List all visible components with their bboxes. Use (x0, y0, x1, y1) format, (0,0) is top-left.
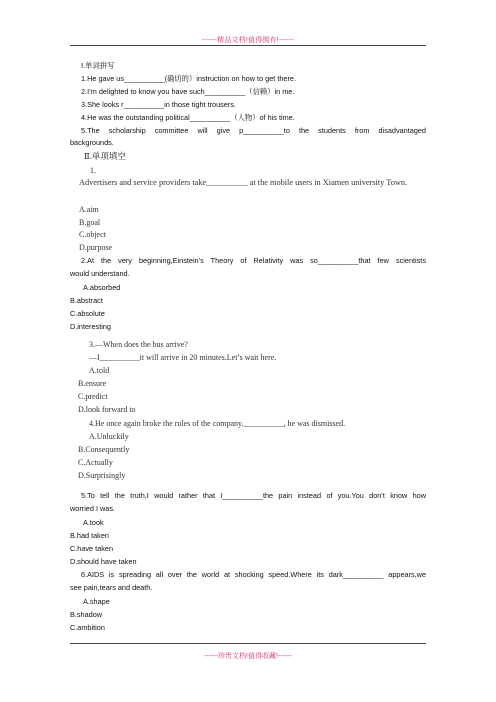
q3-stem-line2: —I__________it will arrive in 20 minutes.Let’s wait here. (89, 353, 277, 362)
spelling-item-1: 1.He gave us__________(确切的）instruction on how to get there. (81, 74, 296, 83)
q3-option-d: D.look forward to (78, 405, 136, 414)
spelling-item-2: 2.I’m delighted to know you have such__________（信赖）in me. (81, 87, 295, 96)
q5-option-a: A.took (83, 518, 104, 527)
q5-stem-line2: worried I was. (70, 504, 116, 513)
q3-option-b: B.ensure (78, 379, 107, 388)
q5-option-c: C.have taken (70, 544, 113, 553)
spelling-item-4: 4.He was the outstanding political__________（人物）of his time. (81, 113, 295, 122)
spelling-item-5-cont: backgrounds. (70, 138, 114, 147)
q2-stem-line2: would understand. (70, 269, 130, 278)
header-rule (70, 45, 426, 46)
q5-stem-line1: 5.To tell the truth,I would rather that I__________the pain instead of you.You don’t know how (81, 491, 426, 500)
q6-stem-line1: 6.AIDS is spreading all over the world at shocking speed.Where its dark__________ appears,we (81, 570, 426, 579)
q4-option-a: A.Unluckily (89, 432, 129, 441)
spelling-item-5: 5.The scholarship committee will give p__________to the students from disadvantaged (81, 126, 426, 135)
q5-option-d: D.should have taken (70, 557, 137, 566)
q2-option-d: D.interesting (70, 322, 111, 331)
q3-option-a: A.told (89, 366, 110, 375)
section1-title: Ⅰ.单词拼写 (81, 61, 115, 70)
q1-number: 1. (90, 166, 96, 175)
q6-stem-line2: see pain,tears and death. (70, 583, 153, 592)
q1-option-c: C.object (79, 230, 106, 239)
page-header: ------精品文档!值得拥有!------ (201, 37, 295, 44)
page-footer: ------珍贵文档!值得收藏!------ (204, 653, 292, 660)
q1-stem: Advertisers and service providers take__________ at the mobile users in Xiamen university Town. (79, 178, 408, 187)
q1-option-d: D.purpose (79, 243, 113, 252)
q2-option-b: B.abstract (70, 296, 103, 305)
q4-option-c: C.Actually (78, 458, 113, 467)
q4-option-d: D.Surprisingly (78, 471, 126, 480)
q1-option-b: B.goal (79, 218, 101, 227)
q3-stem-line1: 3.—When does the bus arrive? (89, 340, 188, 349)
q4-option-b: B.Consequently (78, 445, 130, 454)
q6-option-c: C.ambition (70, 623, 105, 632)
q2-stem-line1: 2.At the very beginning,Einstein’s Theory of Relativity was so__________that few scientists (81, 256, 426, 265)
q5-option-b: B.had taken (70, 531, 109, 540)
q3-option-c: C.predict (78, 392, 108, 401)
q2-option-c: C.absolute (70, 309, 105, 318)
q1-option-a: A.aim (79, 205, 99, 214)
q2-option-a: A.absorbed (83, 283, 121, 292)
spelling-item-3: 3.She looks r__________in those tight trousers. (81, 100, 236, 109)
q6-option-b: B.shadow (70, 610, 103, 619)
section2-title: Ⅱ.单项填空 (84, 151, 126, 161)
footer-rule (70, 643, 426, 644)
q4-stem: 4.He once again broke the rules of the company.__________, he was dismissed. (89, 419, 346, 428)
q6-option-a: A.shape (83, 597, 110, 606)
